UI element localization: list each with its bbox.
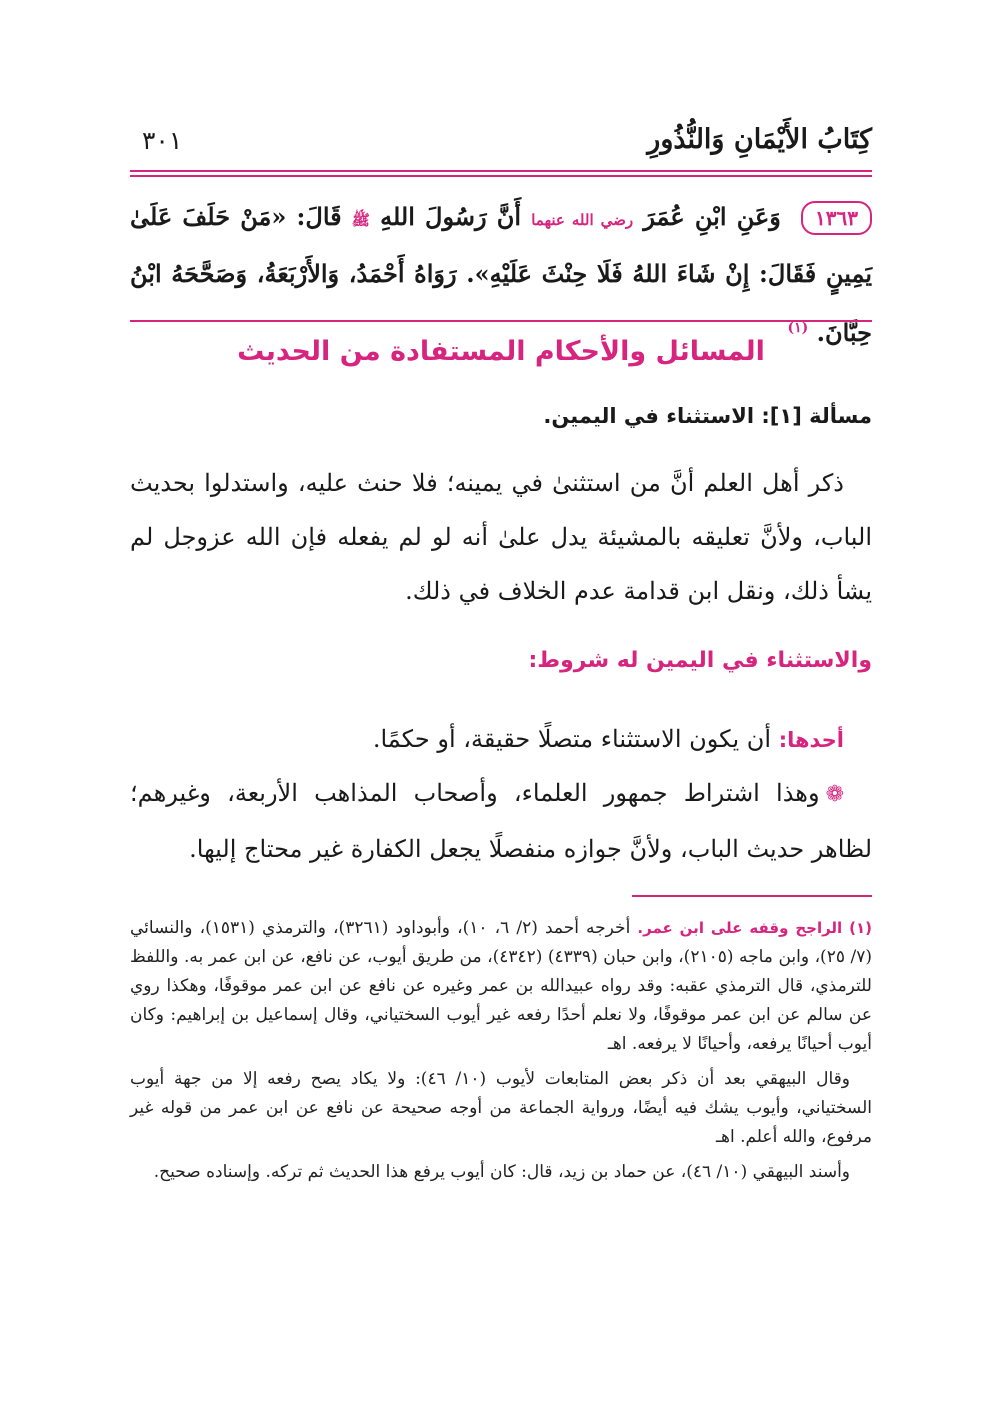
body-paragraph-2-text: وهذا اشتراط جمهور العلماء، وأصحاب المذاهب الأربعة، وغيرهم؛ لظاهر حديث الباب، ولأنَّ جوازه منفصلًا يجعل الكفارة غير محتاج إليها.: [130, 779, 872, 863]
issue-title: الاستثناء في اليمين.: [543, 404, 755, 428]
hadith-text-3: قَالَ:: [296, 202, 342, 231]
condition-first: [130, 712, 872, 767]
page-header: [130, 122, 872, 172]
footnote-1-para-3: وأسند البيهقي (١٠/ ٤٦)، عن حماد بن زيد، قال: كان أيوب يرفع هذا الحديث ثم تركه. وإسناده صحيح.: [153, 1162, 850, 1182]
header-divider: [130, 170, 872, 177]
section-divider: [130, 320, 872, 322]
condition-first-text: أن يكون الاستثناء متصلًا حقيقة، أو حكمًا.: [372, 725, 772, 753]
footnote-1-para-2: وقال البيهقي بعد أن ذكر بعض المتابعات لأيوب (١٠/ ٤٦): ولا يكاد يصح رفعه إلا من جهة أيوب السختياني، وأيوب يشك فيه أيضًا، ورواية الجماعة من أوجه صحيحة عن نافع عن ابن عمر من قوله غير مرفوع، والله أعلم. اهـ: [130, 1069, 872, 1147]
page-number: ٣٠١: [142, 126, 183, 155]
honorific-saw: ﷺ: [351, 211, 370, 229]
hadith-text: [130, 190, 872, 360]
footnote-1: [130, 914, 872, 1059]
hadith-quote: «مَنْ حَلَفَ عَلَىٰ يَمِينٍ فَقَالَ: إِنْ شَاءَ اللهُ فَلَا حِنْثَ عَلَيْهِ»: [130, 202, 872, 288]
issue-label: مسألة [١]:: [761, 404, 872, 428]
hadith-intro: وَعَنِ ابْنِ عُمَرَ: [643, 202, 781, 231]
conditions-heading: والاستثناء في اليمين له شروط:: [528, 648, 872, 673]
footnotes: [130, 914, 872, 1193]
footnote-1-label: (١) الراجح وقفه على ابن عمر.: [637, 919, 872, 937]
hadith-text-4: . رَوَاهُ أَحْمَدُ، وَالأَرْبَعَةُ، وَصَحَّحَهُ ابْنُ حِبَّانَ.: [130, 259, 872, 347]
honorific-radiallahu: رضي الله عنهما: [531, 211, 634, 229]
body-paragraph-2: [130, 766, 872, 876]
footnote-ref[interactable]: (١): [787, 320, 809, 336]
condition-first-label: أحدها:: [778, 728, 844, 752]
hadith-text-2: أَنَّ رَسُولَ اللهِ: [380, 202, 522, 231]
book-title: كِتَابُ الأَيْمَانِ وَالنُّذُورِ: [647, 124, 872, 155]
footnote-1-text: أخرجه أحمد (٢/ ٦، ١٠)، وأبوداود (٣٢٦١)، والترمذي (١٥٣١)، والنسائي (٧/ ٢٥)، وابن ماجه (٢١٠٥)، وابن حبان (٤٣٣٩) (٤٣٤٢)، من طريق أيوب، عن نافع، عن ابن عمر به. واللفظ للترمذي، قال الترمذي عقبه: وقد رواه عبيدالله بن عمر وغيره عن نافع عن ابن عمر موقوفًا، وهكذا روي عن سالم عن ابن عمر موقوفًا، ولا نعلم أحدًا رفعه غير أيوب السختياني، وقال إسماعيل بن إبراهيم: وكان أيوب أحيانًا يرفعه، وأحيانًا لا يرفعه. اهـ: [130, 918, 873, 1054]
section-title: المسائل والأحكام المستفادة من الحديث: [237, 336, 765, 367]
body-paragraph-1: ذكر أهل العلم أنَّ من استثنىٰ في يمينه؛ فلا حنث عليه، واستدلوا بحديث الباب، ولأنَّ تعليقه بالمشيئة يدل علىٰ أنه لو لم يفعله فإن الله عزوجل لم يشأ ذلك، ونقل ابن قدامة عدم الخلاف في ذلك.: [130, 469, 872, 605]
footnote-divider: [632, 895, 872, 897]
hadith-number: ١٣٦٣: [801, 201, 872, 235]
flower-icon: ❁: [825, 782, 844, 807]
book-page: [130, 0, 872, 1418]
issue-heading: [543, 404, 872, 428]
